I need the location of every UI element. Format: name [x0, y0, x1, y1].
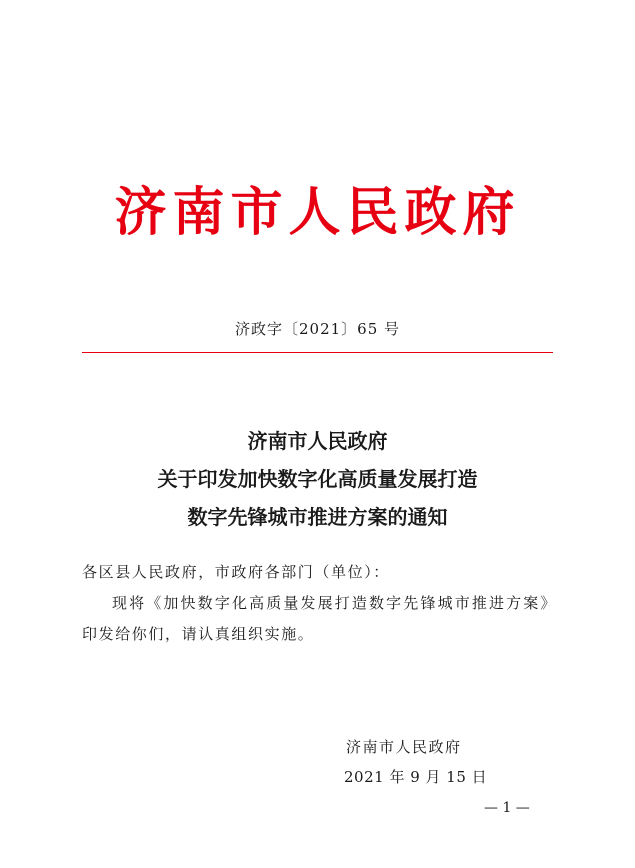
- title-line-2: 关于印发加快数字化高质量发展打造: [157, 467, 478, 491]
- document-number: 济政字〔2021〕65 号: [234, 320, 401, 338]
- title-line-3: 数字先锋城市推进方案的通知: [187, 505, 448, 529]
- body-paragraph: 现将《加快数字化高质量发展打造数字先锋城市推进方案》印发给你们，请认真组织实施。: [82, 594, 557, 643]
- signature-organization: 济南市人民政府: [346, 738, 462, 756]
- document-body: [82, 557, 557, 650]
- title-line-1: 济南市人民政府: [247, 429, 388, 453]
- signature-date: 2021 年 9 月 15 日: [344, 768, 488, 786]
- masthead-title: 济南市人民政府: [114, 182, 521, 243]
- document-title: [0, 422, 635, 536]
- red-divider-line: [82, 352, 553, 353]
- page-number: — 1 —: [484, 800, 530, 816]
- salutation: 各区县人民政府，市政府各部门（单位）：: [82, 563, 390, 581]
